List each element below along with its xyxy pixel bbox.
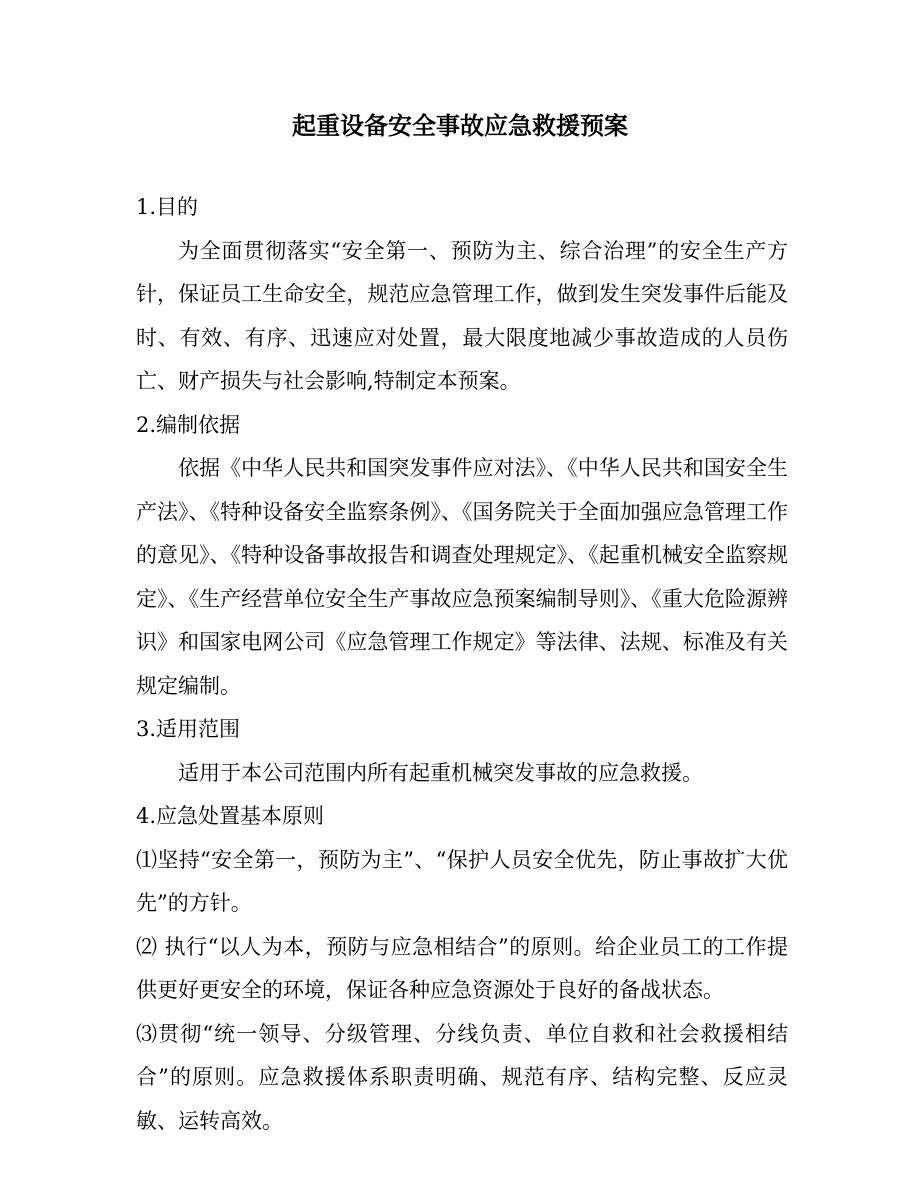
document-title: 起重设备安全事故应急救援预案 [292,111,628,140]
section-paragraph-purpose: 为全面贯彻落实“安全第一、预防为主、综合治理”的安全生产方针，保证员工生命安全，规范应急管理工作，做到发生突发事件后能及时、有效、有序、迅速应对处置，最大限度地减少事故造成的人员伤亡、财产损失与社会影响,特制定本预案。 [136,238,788,393]
document-body [136,186,788,1143]
section-heading-principles: 4.应急处置基本原则 [136,804,325,828]
section-heading-purpose: 1.目的 [136,195,199,219]
section-paragraph-scope: 适用于本公司范围内所有起重机械突发事故的应急救援。 [178,760,703,785]
section-heading-scope: 3.适用范围 [136,717,241,741]
principle-item-1: ⑴坚持“安全第一，预防为主”、“保护人员安全优先，防止事故扩大优先”的方针。 [136,847,788,915]
section-paragraph-basis: 依据《中华人民共和国突发事件应对法》、《中华人民共和国安全生产法》、《特种设备安全监察条例》、《国务院关于全面加强应急管理工作的意见》、《特种设备事故报告和调查处理规定》、《起重机械安全监察规定》、《生产经营单位安全生产事故应急预案编制导则》、《重大危险源辨识》和国家电网公司《应急管理工作规定》等法律、法规、标准及有关规定编制。 [136,456,788,698]
principle-item-2: ⑵ 执行“以人为本，预防与应急相结合”的原则。给企业员工的工作提供更好更安全的环境，保证各种应急资源处于良好的备战状态。 [136,934,788,1002]
principle-item-3: ⑶贯彻“统一领导、分级管理、分线负责、单位自救和社会救援相结合”的原则。应急救援体系职责明确、规范有序、结构完整、反应灵敏、运转高效。 [136,1021,788,1133]
section-heading-basis: 2.编制依据 [136,412,241,437]
